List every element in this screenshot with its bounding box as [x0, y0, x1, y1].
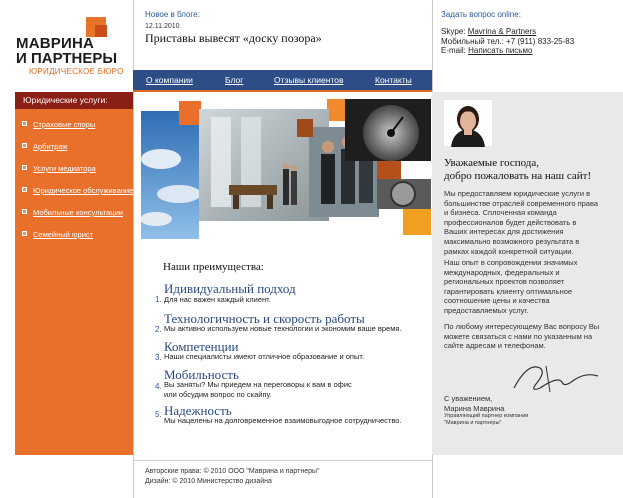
advantage-heading: Идивидуальный подход	[164, 281, 296, 296]
advantages-title: Наши преимущества:	[163, 261, 264, 273]
nav-blog[interactable]: Блог	[225, 75, 244, 85]
advantage-text: Наши специалисты имеют отличное образование и опыт.	[164, 352, 365, 361]
phone-number: +7 (911) 833-25-83	[506, 37, 575, 46]
sign-position: Управляющий партнер компании	[444, 413, 529, 419]
footer-copyright: Авторские права: © 2010 ООО "Маврина и партнеры"	[145, 468, 320, 475]
sidebar-item-family[interactable]: Семейный юрист	[33, 230, 93, 239]
email-link[interactable]: Написать письмо	[468, 46, 533, 55]
nav-underline	[133, 90, 432, 92]
phone-line	[441, 37, 574, 46]
advantage-number: 2.	[155, 325, 162, 334]
bullet-icon	[22, 187, 27, 192]
advantage-text: или обсудим вопрос по скайпу.	[164, 390, 272, 399]
logo-mark-inner	[95, 25, 107, 37]
sidebar-item-mobile[interactable]: Мобильные консультации	[33, 208, 123, 217]
sign-name: Марина Маврина	[444, 403, 505, 413]
email-prefix: E-mail:	[441, 46, 469, 55]
sign-regards: С уважением,	[444, 394, 493, 403]
logo-line2[interactable]: И ПАРТНЕРЫ	[16, 50, 118, 67]
welcome-paragraph-3: По любому интересующему Вас вопросу Вы можете связаться с нами по указанным на сайте адресам и телефонам.	[444, 322, 600, 351]
sidebar-item-legal-service[interactable]: Юридическое обслуживание	[33, 186, 133, 195]
sidebar-item-arbitration[interactable]: Арбитраж	[33, 142, 67, 151]
services-sidebar	[15, 92, 133, 455]
bullet-icon	[22, 121, 27, 126]
advantage-text: Мы нацелены на долговременное взаимовыгодное сотрудничество.	[164, 416, 402, 425]
logo-subtitle: ЮРИДИЧЕСКОЕ БЮРО	[29, 67, 124, 76]
manager-portrait	[443, 99, 493, 147]
skype-prefix: Skype:	[441, 27, 468, 36]
footer-divider	[133, 460, 432, 461]
nav-about[interactable]: О компании	[146, 75, 193, 85]
bullet-icon	[22, 165, 27, 170]
signature-block	[444, 394, 614, 413]
footer-design: Дизайн: © 2010 Министерство дизайна	[145, 478, 272, 485]
welcome-paragraph-2: Наш опыт в сопровождении значимых международных, федеральных и региональных проектов позволяет гарантировать клиенту оптимальное соотношение цены и качества предоставляемых услуг.	[444, 258, 578, 315]
welcome-greeting	[444, 157, 591, 183]
advantage-heading: Технологичность и скорость работы	[164, 311, 365, 326]
sidebar-item-mediator[interactable]: Услуги медиатора	[33, 164, 96, 173]
advantage-number: 4.	[155, 382, 162, 391]
advantage-text: Вы заняты? Мы приедем на переговоры к вам в офис	[164, 380, 352, 389]
advantage-number: 3.	[155, 353, 162, 362]
sidebar-item-insurance[interactable]: Страховые споры	[33, 120, 95, 129]
news-label: Новое в блоге:	[145, 10, 200, 19]
bullet-icon	[22, 209, 27, 214]
nav-reviews[interactable]: Отзывы клиентов	[274, 75, 344, 85]
greeting-line1: Уважаемые господа,	[444, 157, 540, 169]
advantage-heading: Надежность	[164, 403, 232, 418]
advantage-number: 5.	[155, 410, 162, 419]
advantage-heading: Мобильность	[164, 367, 239, 382]
logo-line1[interactable]: МАВРИНА	[16, 35, 95, 52]
skype-link[interactable]: Mavrina & Partners	[467, 27, 537, 36]
advantage-text: Для нас важен каждый клиент.	[164, 295, 271, 304]
news-date: 12.11.2010	[145, 23, 180, 30]
office-collage-image	[141, 99, 431, 251]
sign-company: "Маврина и партнеры"	[444, 420, 502, 426]
advantage-text: Мы активно используем новые технологии и экономим ваше время.	[164, 324, 402, 333]
bullet-icon	[22, 231, 27, 236]
signature-title	[444, 413, 614, 427]
news-title-link[interactable]: Приставы вывесят «доску позора»	[145, 31, 322, 45]
main-nav	[133, 70, 432, 90]
sidebar-title: Юридические услуги:	[23, 95, 108, 105]
welcome-paragraph-1: Мы предоставляем юридические услуги в большинстве отраслей современного права и бизнеса. Сплоченная команда профессионалов будет действовать в Ваших интересах для достижения максимально возможного результата в рамках каждой конкретной ситуации.	[444, 189, 599, 256]
advantage-heading: Компетенции	[164, 339, 239, 354]
greeting-line2: добро пожаловать на наш сайт!	[444, 170, 592, 182]
nav-contacts[interactable]: Контакты	[375, 75, 412, 85]
bullet-icon	[22, 143, 27, 148]
skype-line	[441, 27, 536, 36]
signature-image	[510, 358, 602, 398]
advantage-number: 1.	[155, 295, 162, 304]
phone-prefix: Мобильный тел.:	[441, 37, 507, 46]
sidebar-header	[15, 92, 133, 109]
email-line	[441, 46, 532, 55]
ask-question-label: Задать вопрос online:	[441, 10, 521, 19]
